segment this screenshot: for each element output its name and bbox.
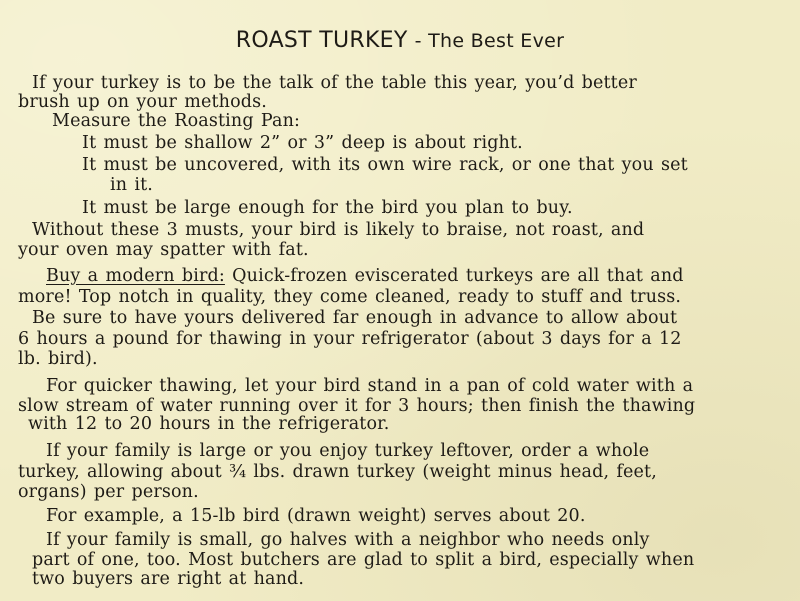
text-line: in it. [110, 175, 154, 195]
text-line: with 12 to 20 hours in the refrigerator. [28, 414, 390, 434]
section-heading: Measure the Roasting Pan: [52, 111, 301, 131]
text-line: It must be large enough for the bird you plan to buy. [82, 198, 573, 218]
text-line: It must be uncovered, with its own wire rack, or one that you set [82, 155, 688, 175]
text-line: your oven may spatter with fat. [18, 240, 309, 260]
text-line: brush up on your methods. [18, 92, 267, 112]
text-span: Quick-frozen eviscerated turkeys are all that and [232, 266, 684, 286]
text-line [46, 266, 684, 286]
text-line: For quicker thawing, let your bird stand in a pan of cold water with a [46, 376, 694, 396]
text-line: Without these 3 musts, your bird is likely to braise, not roast, and [32, 220, 645, 240]
text-line: part of one, too. Most butchers are glad to split a bird, especially when [32, 550, 695, 570]
text-line: Be sure to have yours delivered far enough in advance to allow about [32, 308, 678, 328]
bleed-through-text [330, 0, 800, 22]
text-line: slow stream of water running over it for 3 hours; then finish the thawing [18, 396, 696, 416]
text-line: If your family is large or you enjoy turkey leftover, order a whole [46, 441, 650, 461]
text-line: turkey, allowing about ¾ lbs. drawn turkey (weight minus head, feet, [18, 462, 657, 482]
buy-modern-bird-heading: Buy a modern bird: [46, 266, 225, 286]
text-line: lb. bird). [18, 349, 98, 369]
text-line: It must be shallow 2” or 3” deep is about right. [82, 133, 523, 153]
text-line: organs) per person. [18, 482, 199, 502]
text-line: more! Top notch in quality, they come cleaned, ready to stuff and truss. [18, 287, 682, 307]
recipe-title [0, 28, 800, 53]
recipe-title-main: ROAST TURKEY [235, 28, 408, 53]
text-line: For example, a 15-lb bird (drawn weight) serves about 20. [46, 506, 586, 526]
recipe-title-sub: - The Best Ever [414, 30, 565, 52]
text-line: If your family is small, go halves with a neighbor who needs only [46, 530, 650, 550]
text-line: two buyers are right at hand. [32, 569, 305, 589]
text-line: If your turkey is to be the talk of the table this year, you’d better [32, 73, 637, 93]
text-line: 6 hours a pound for thawing in your refrigerator (about 3 days for a 12 [18, 329, 682, 349]
